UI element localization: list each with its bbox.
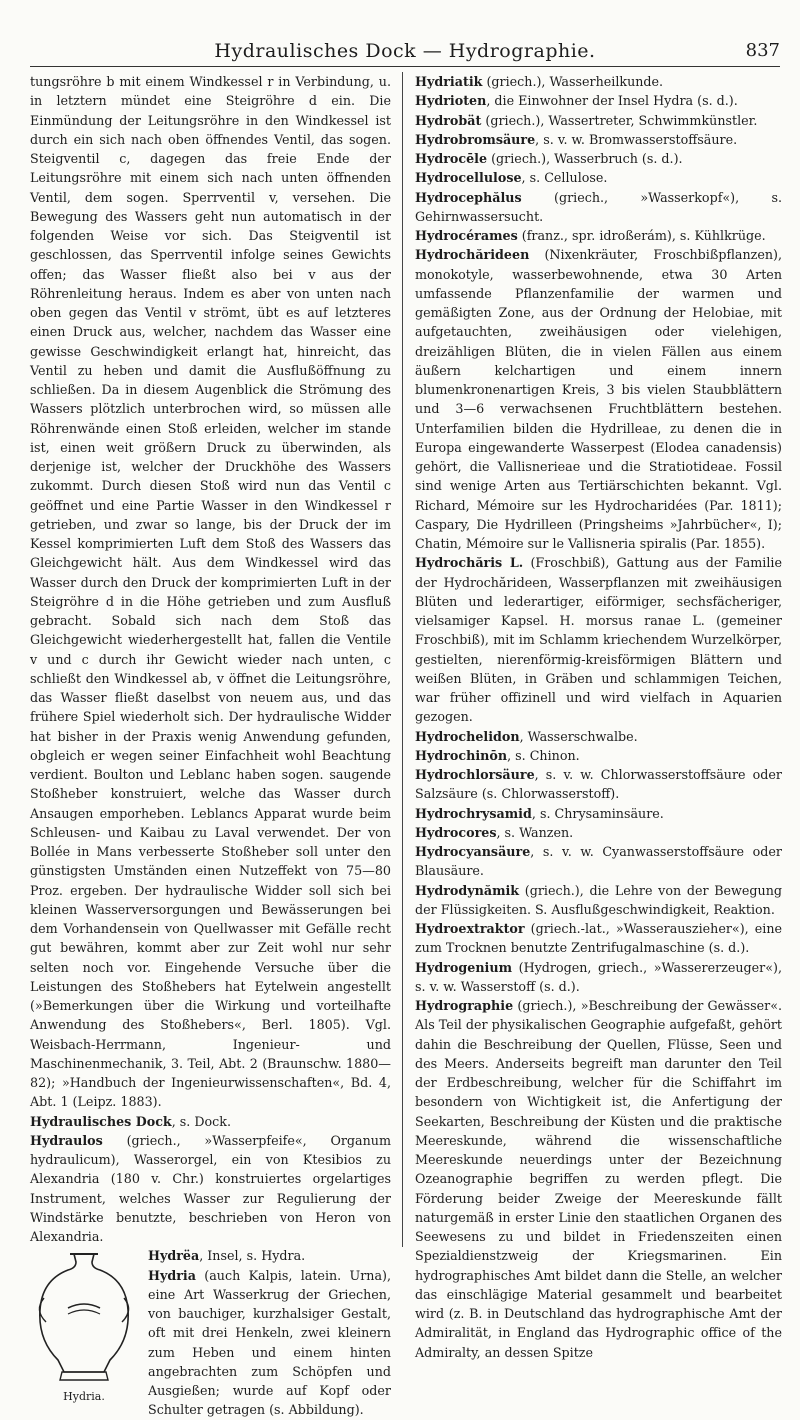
entry-text: (griech.), Wasserheilkunde. (482, 74, 664, 89)
entry-headword: Hydrocérames (415, 228, 518, 243)
entry-text: (griech.), Wassertreter, Schwimmkünstler. (481, 112, 758, 128)
dictionary-entry (415, 72, 782, 91)
entry-headword: Hydrocephălus (415, 189, 522, 205)
figure-caption: Hydria. (63, 1390, 105, 1403)
right-column (415, 72, 783, 1360)
hydria-illustration (30, 1248, 138, 1406)
entry-text: , die Einwohner der Insel Hydra (s. d.). (486, 93, 738, 109)
entry-text: , s. Chinon. (507, 747, 580, 763)
entry-headword: Hydrocyansäure (415, 844, 531, 859)
entry-headword: Hydroextraktor (415, 921, 525, 936)
dictionary-entry (415, 149, 782, 168)
entry-text: , s. Wanzen. (496, 824, 574, 840)
entry-headword: Hydrochărideen (415, 247, 530, 263)
entry-text: (griech., »Wasserkopf«), s. Gehirnwassersucht. (415, 189, 782, 224)
entry-headword: Hydraulisches Dock (30, 1113, 172, 1129)
entry-headword: Hydrochăris L. (415, 555, 524, 571)
entry-headword: Hydrëa (148, 1248, 200, 1264)
entry-text: , s. v. w. Chlorwasserstoffsäure oder Salzsäure (s. Chlorwasserstoff). (415, 767, 782, 802)
entry-headword: Hydrochrysamid (415, 805, 532, 821)
entry-text: , s. Chrysaminsäure. (531, 805, 664, 821)
entry-headword: Hydrobromsäure (415, 131, 536, 147)
entry-text: (auch Kalpis, latein. Urna), eine Art Wasserkrug der Griechen, von bauchiger, kurzhalsiger Gestalt, oft mit drei Henkeln, zwei kleinern zum Heben und einem hinten angebrachten zum Schöpfen und Ausgießen; wurde auf Kopf oder Schulter getragen (s. Abbildung). (148, 1267, 391, 1418)
dictionary-entry (415, 553, 782, 726)
entry-text: (franz., spr. idroßerám), s. Kühlkrüge. (517, 228, 766, 243)
entry-text: , s. Cellulose. (521, 170, 608, 186)
entry-text: (griech.-lat., »Wasserauszieher«), eine zum Trocknen benutzte Zentrifugalmaschine (s. d.). (415, 921, 782, 956)
entry-headword: Hydrographie (415, 998, 514, 1013)
continued-paragraph: tungsröhre b mit einem Windkessel r in Verbindung, u. in letztern mündet eine Steigröhre d ein. Die Einmündung der Leitungsröhre in den Windkessel ist durch ein sich nach oben öffnendes Ventil, das sogen. Steigventil c, dagegen das freie Ende der Leitungsröhre mit einem sich nach unten öffnenden Ventil, dem sogen. Sperrventil v, versehen. Die Bewegung des Wassers geht nun automatisch in der folgenden Weise vor sich. Das Steigventil ist geschlossen, das Sperrventil infolge seines Gewichts offen; das Wasser fließt also bei v aus der Röhrenleitung heraus. Indem es aber von unten nach oben gegen das Ventil v strömt, übt es auf letzteres einen Druck aus, welcher, nachdem das Wasser eine gewisse Geschwindigkeit erlangt hat, hinreicht, das Ventil zu heben und damit die Ausflußöffnung zu schließen. Da in diesem Augenblick die Strömung des Wassers plötzlich unterbrochen wird, so müssen alle Röhrenwände einen Stoß erleiden, welcher im stande ist, einen weit größern Druck zu überwinden, als derjenige ist, welcher der Druckhöhe des Wassers zukommt. Durch diesen Stoß wird nun das Ventil c geöffnet und eine Partie Wasser in den Windkessel r getrieben, und zwar so lange, bis der Druck der im Kessel komprimierten Luft dem Stoß des Wassers das Gleichgewicht hält. Aus dem Windkessel wird das Wasser durch den Druck der komprimierten Luft in der Steigröhre d in die Höhe getrieben und zum Ausfluß gebracht. Sobald sich nach dem Stoß das Gleichgewicht wiederhergestellt hat, fallen die Ventile v und c durch ihr Gewicht wieder nach unten, c schließt den Windkessel ab, v öffnet die Leitungsröhre, das Wasser fließt daselbst von neuem aus, und das frühere Spiel wiederholt sich. Der hydraulische Widder hat bisher in der Praxis wenig Anwendung gefunden, obgleich er wegen seiner Einfachheit wohl Beachtung verdient. Boulton und Leblanc haben sogen. saugende Stoßheber konstruiert, welche das Wasser durch Ansaugen emporheben. Leblancs Apparat wurde beim Schleusen- und Kaibau zu Laval verwendet. Der von Bollée in Mans verbesserte Stoßheber soll unter den günstigsten Umständen einen Nutzeffekt von 75—80 Proz. ergeben. Der hydraulische Widder soll sich bei kleinen Wasserversorgungen und Bewässerungen bei dem Vorhandensein von Quellwasser mit Gefälle recht gut bewähren, kommt aber zur Zeit wohl nur sehr selten noch vor. Eingehende Versuche über die Leistungen des Stoßhebers hat Eytelwein angestellt (»Bemerkungen über die Wirkung und vorteilhafte Anwendung des Stoßhebers«, Berl. 1805). Vgl. Weisbach-Herrmann, Ingenieur- und Maschinenmechanik, 3. Teil, Abt. 2 (Braunschw. 1880—82); »Handbuch der Ingenieurwissenschaften«, Bd. 4, Abt. 1 (Leipz. 1883). (30, 74, 391, 1110)
left-column (30, 72, 391, 1418)
dictionary-entry (415, 168, 782, 187)
dictionary-entry (30, 1131, 391, 1247)
column-divider (402, 72, 403, 1247)
entry-headword: Hydrodynămik (415, 882, 520, 898)
dictionary-entry (415, 226, 782, 245)
entry-text: , s. Dock. (171, 1113, 231, 1129)
entry-text: (griech., »Wasserpfeife«, Organum hydraulicum), Wasserorgel, ein von Ktesibios zu Alexandria (180 v. Chr.) konstruiertes orgelartiges Instrument, welches Wasser zur Regulierung der Windstärke benutzte, beschrieben von Heron von Alexandria. (30, 1132, 391, 1244)
dictionary-entry (415, 842, 782, 881)
entry-headword: Hydrogenium (415, 959, 513, 975)
page-header (30, 40, 780, 67)
dictionary-entry (415, 188, 782, 227)
entry-headword: Hydrocellulose (415, 170, 522, 186)
entry-text: (Nixenkräuter, Froschbißpflanzen), monokotyle, wasserbewohnende, etwa 30 Arten umfassende Pflanzenfamilie der warmen und gemäßigten Zone, aus der Ordnung der Helobiae, mit aufgetauchten, zweihäusigen oder vielehigen, dreizähligen Blüten, die in vielen Fällen aus einem äußern kelchartigen und einem innern blumenkronenartigen Kreis, 3 bis vielen Staubblättern und 3—6 verwachsenen Fruchtblättern bestehen. Unterfamilien bilden die Hydrilleae, zu denen die in Europa eingewanderte Wasserpest (Elodea canadensis) gehört, die Vallisnerieae und die Stratiotideae. Fossil sind wenige Arten aus Tertiärschichten bekannt. Vgl. Richard, Mémoire sur les Hydrocharidées (Par. 1811); Caspary, Die Hydrilleen (Pringsheims »Jahrbücher«, I); Chatin, Mémoire sur le Vallisneria spiralis (Par. 1855). (415, 247, 782, 551)
dictionary-entry (415, 958, 782, 997)
dictionary-entry (415, 765, 782, 804)
entry-text: (Hydrogen, griech., »Wassererzeuger«), s. v. w. Wasserstoff (s. d.). (415, 959, 782, 994)
dictionary-entry (415, 881, 782, 920)
running-title: Hydraulisches Dock — Hydrographie. (214, 40, 596, 62)
entry-text: , s. v. w. Bromwasserstoffsäure. (535, 131, 738, 147)
dictionary-entry (415, 91, 782, 110)
entry-text: , Wasserschwalbe. (519, 728, 638, 744)
dictionary-entry (30, 1112, 391, 1131)
entry-headword: Hydrobät (415, 112, 482, 128)
entry-headword: Hydriatik (415, 74, 483, 89)
entry-text: (Froschbiß), Gattung aus der Familie der Hydrochărideen, Wasserpflanzen mit zweihäusigen Blüten und lederartiger, eiförmiger, sechsfächeriger, vielsamiger Kapsel. H. morsus ranae L. (gemeiner Froschbiß), mit im Schlamm kriechendem Wurzelkörper, gestielten, nierenförmig-kreisförmigen Blättern und weißen Blüten, in Gräben und schlammigen Teichen, war früher offizinell und wird vielfach in Aquarien gezogen. (415, 555, 782, 725)
dictionary-entry (415, 727, 782, 746)
entry-headword: Hydrochlorsäure (415, 767, 535, 782)
entry-text: (griech.), »Beschreibung der Gewässer«. Als Teil der physikalischen Geographie aufgefaßt, gehört dahin die Beschreibung der Quellen, Flüsse, Seen und des Meers. Anderseits begreift man darunter den Teil der Erdbeschreibung, welcher für die Schiffahrt im besondern von Wichtigkeit ist, die Anfertigung der Seekarten, Beschreibung der Küsten und die praktische Meereskunde, während die wissenschaftliche Meereskunde neuerdings unter der Bezeichnung Ozeanographie begriffen zu werden pflegt. Die Förderung beider Zweige der Meereskunde fällt naturgemäß in erster Linie den staatlichen Organen des Seewesens zu und bildet in Friedenszeiten einen Spezialdienstzweig der Kriegsmarinen. Ein hydrographisches Amt bildet dann die Stelle, an welcher das einschlägige Material gesammelt und bearbeitet wird (z. B. in Deutschland das hydrographische Amt der Admiralität, in England das Hydrographic office of the Admiralty, an dessen Spitze (415, 998, 783, 1360)
entry-text: (griech.), die Lehre von der Bewegung der Flüssigkeiten. S. Ausflußgeschwindigkeit, Reaktion. (415, 882, 782, 917)
entry-headword: Hydrocēle (415, 151, 488, 166)
entry-headword: Hydria (148, 1267, 196, 1283)
dictionary-entry (415, 746, 782, 765)
entry-text: , Insel, s. Hydra. (199, 1248, 306, 1264)
entry-text: , s. v. w. Cyanwasserstoffsäure oder Blausäure. (415, 844, 782, 879)
entry-headword: Hydrochelidon (415, 728, 520, 744)
dictionary-entry (415, 111, 782, 130)
dictionary-entry (415, 245, 782, 553)
dictionary-entry (415, 996, 782, 1362)
dictionary-entry (415, 130, 782, 149)
dictionary-entry (415, 919, 782, 958)
entry-headword: Hydrochinōn (415, 747, 508, 763)
dictionary-entry (415, 823, 782, 842)
hydria-vase-drawing (30, 1248, 138, 1388)
entry-headword: Hydrocores (415, 824, 497, 840)
entry-text: (griech.), Wasserbruch (s. d.). (487, 151, 683, 166)
page-number: 837 (745, 40, 780, 61)
dictionary-entry (415, 804, 782, 823)
entry-headword: Hydraulos (30, 1132, 103, 1148)
entry-headword: Hydrioten (415, 93, 487, 109)
